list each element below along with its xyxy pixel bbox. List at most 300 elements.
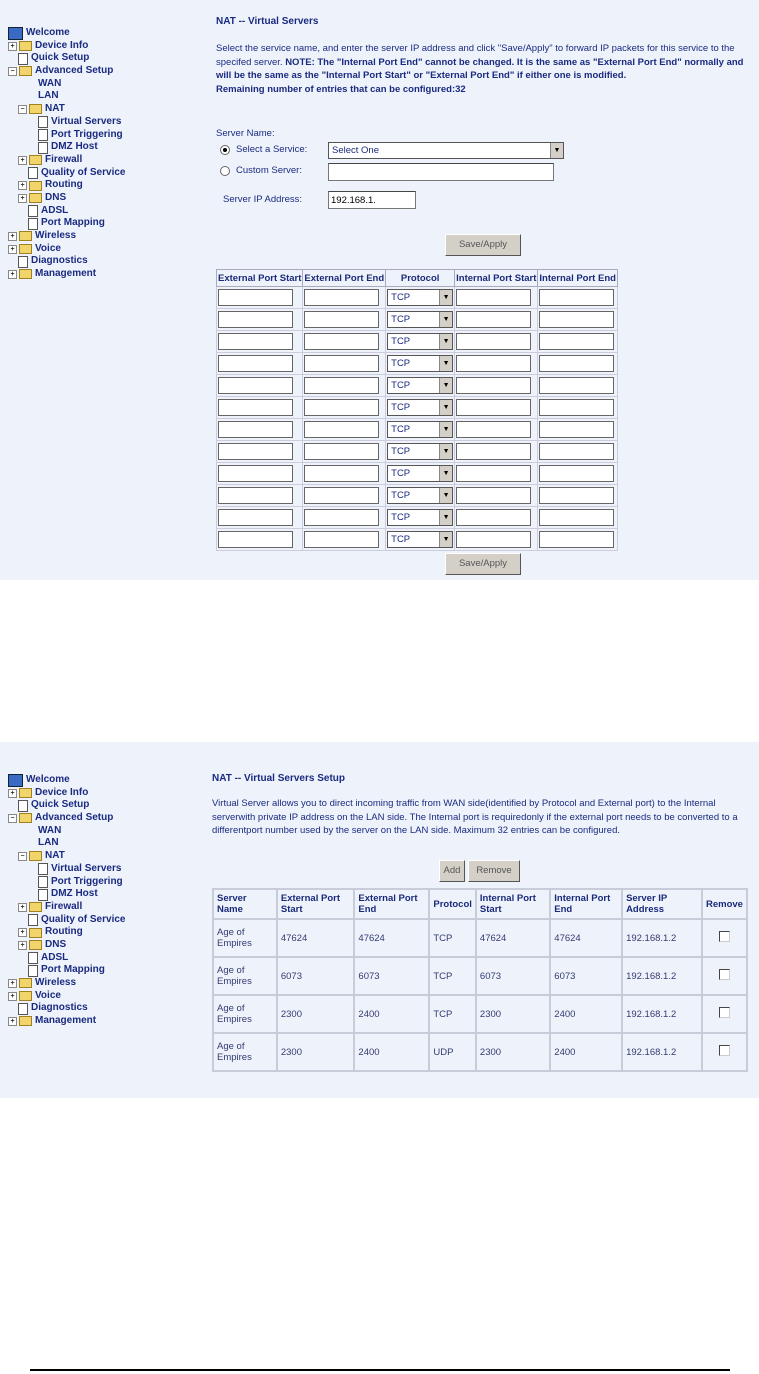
tree-item[interactable] [8,799,125,812]
port-input[interactable] [218,531,293,548]
table-cell: 2300 [476,1033,550,1071]
port-input[interactable] [218,333,293,350]
protocol-value: TCP [391,336,411,347]
port-input[interactable] [218,421,293,438]
tree-item[interactable] [8,863,125,876]
tree-item[interactable] [8,116,125,129]
port-input[interactable] [304,355,379,372]
folder-icon [19,231,32,241]
port-input[interactable] [456,399,531,416]
table-cell: 6073 [277,957,355,995]
table-row [217,507,618,529]
port-input[interactable] [218,377,293,394]
document-icon [38,876,48,888]
page-title: NAT -- Virtual Servers [216,16,319,27]
protocol-select[interactable] [387,531,453,548]
tree-item-label: LAN [38,837,59,849]
tree-item-label: LAN [38,90,59,102]
table-cell: 47624 [354,919,429,957]
tree-item[interactable] [8,141,125,154]
tree-item[interactable] [8,812,125,825]
table-cell: 47624 [476,919,550,957]
chevron-down-icon: ▼ [439,334,452,349]
table-cell: 192.168.1.2 [622,995,702,1033]
table-cell: 2400 [550,995,622,1033]
tree-item[interactable] [8,825,125,838]
tree-item-label: Firewall [45,153,83,165]
port-input[interactable] [539,355,614,372]
document-icon [38,116,48,128]
chevron-down-icon: ▼ [439,466,452,481]
tree-item-label: Wireless [35,977,77,988]
tree-item-label: Advanced Setup [35,812,114,824]
tree-item[interactable] [8,914,125,927]
tree-item-label: Quality of Service [41,166,126,178]
port-input[interactable] [304,509,379,526]
folder-icon [29,902,42,912]
service-select[interactable] [328,142,564,159]
table-cell: 2300 [277,995,355,1033]
column-header: Internal Port Start [455,270,538,287]
table-cell: 2400 [354,1033,429,1071]
column-header: External Port End [354,889,429,919]
table-cell: 47624 [550,919,622,957]
port-input[interactable] [218,509,293,526]
tree-item-label: Management [35,268,97,280]
tree-item-label: DMZ Host [51,141,98,153]
tree-item[interactable] [8,926,125,939]
tree-item[interactable] [8,952,125,965]
tree-item[interactable] [8,167,125,180]
document-icon [28,167,38,179]
port-input[interactable] [304,289,379,306]
port-input[interactable] [218,311,293,328]
server-name-label: Server Name: [216,128,275,139]
folder-icon [19,244,32,254]
port-input[interactable] [456,333,531,350]
tree-item[interactable] [8,52,125,65]
tree-item-label: NAT [45,103,65,115]
chevron-down-icon: ▼ [439,510,452,525]
chevron-down-icon: ▼ [439,356,452,371]
folder-open-icon [19,813,32,823]
tree-item[interactable] [8,90,125,103]
tree-item-label: DNS [45,938,67,950]
tree-item-label: Virtual Servers [51,115,122,127]
protocol-value: TCP [391,468,411,479]
tree-item-label: DNS [45,191,67,203]
protocol-value: TCP [391,380,411,391]
chevron-down-icon: ▼ [439,378,452,393]
port-input[interactable] [456,443,531,460]
document-icon [18,53,28,65]
column-header: Server Name [213,889,277,919]
port-input[interactable] [539,311,614,328]
custom-server-label: Custom Server: [236,165,302,176]
expand-icon[interactable]: + [8,1017,17,1026]
save-apply-button[interactable]: Save/Apply [445,234,521,256]
tree-item-label: Voice [35,242,61,254]
tree-item[interactable] [8,977,125,990]
protocol-value: TCP [391,358,411,369]
port-input[interactable] [539,465,614,482]
tree-item-label: Management [35,1015,97,1027]
port-input[interactable] [456,509,531,526]
protocol-select[interactable] [387,399,453,416]
folder-icon [19,788,32,798]
protocol-value: TCP [391,402,411,413]
tree-item[interactable] [8,876,125,889]
expand-icon[interactable]: + [8,245,17,254]
protocol-value: TCP [391,424,411,435]
tree-item[interactable] [8,888,125,901]
tree-item-label: Welcome [26,27,70,38]
expand-icon[interactable]: + [8,789,17,798]
document-icon [28,965,38,977]
port-input[interactable] [304,311,379,328]
tree-item-label: Quick Setup [31,799,90,811]
tree-item-label: Routing [45,926,83,938]
nav-tree [8,27,125,281]
port-input[interactable] [218,399,293,416]
nav-tree [8,774,125,1028]
tree-item[interactable] [8,243,125,256]
port-input[interactable] [304,399,379,416]
tree-item[interactable] [8,103,125,116]
folder-icon [29,193,42,203]
table-cell: 47624 [277,919,355,957]
tree-item[interactable] [8,1015,125,1028]
tree-item-label: Advanced Setup [35,65,114,77]
folder-icon [19,1016,32,1026]
tree-item-label: Quality of Service [41,913,126,925]
document-icon [28,914,38,926]
table-row [217,397,618,419]
page-rule [30,1369,730,1371]
protocol-select[interactable] [387,355,453,372]
folder-icon [29,928,42,938]
document-icon [18,1003,28,1015]
port-input[interactable] [456,289,531,306]
tree-item[interactable] [8,27,125,40]
custom-server-input[interactable] [328,163,554,181]
port-forward-table [216,269,618,551]
tree-item[interactable] [8,230,125,243]
tree-item[interactable] [8,901,125,914]
document-icon [38,889,48,901]
column-header: External Port End [303,270,386,287]
tree-item[interactable] [8,192,125,205]
folder-icon [19,269,32,279]
port-input[interactable] [456,531,531,548]
page-title: NAT -- Virtual Servers Setup [212,773,345,784]
remaining-entries: Remaining number of entries that can be configured:32 [216,83,466,95]
computer-icon [8,774,23,787]
tree-item[interactable] [8,217,125,230]
tree-item-label: Wireless [35,230,77,241]
column-header: External Port Start [217,270,303,287]
virtual-servers-setup-screen [0,742,759,1098]
table-row [217,331,618,353]
table-row [213,919,747,957]
expand-icon[interactable]: + [8,232,17,241]
expand-icon[interactable]: + [18,156,27,165]
tree-item-label: WAN [38,824,62,836]
protocol-select[interactable] [387,465,453,482]
folder-icon [19,978,32,988]
tree-item-label: Voice [35,989,61,1001]
folder-open-icon [29,104,42,114]
column-header: Internal Port End [538,270,618,287]
port-input[interactable] [539,509,614,526]
tree-item[interactable] [8,268,125,281]
tree-item[interactable] [8,205,125,218]
protocol-value: TCP [391,512,411,523]
table-cell: Age of Empires [213,1033,277,1071]
tree-item[interactable] [8,129,125,142]
description: Select the service name, and enter the server IP address and click "Save/Apply" to forward IP packets for this service to the specifed server. NOTE: The "Internal Port End" cannot be changed. It is the same as "External Port End" normally and will be the same as the "Internal Port Start" or "External Port End" if either one is modified. Remaining number of entries that can be configured:32 [216,43,744,95]
expand-icon[interactable]: + [8,42,17,51]
table-row [217,287,618,309]
protocol-value: TCP [391,490,411,501]
protocol-select[interactable] [387,311,453,328]
tree-item[interactable] [8,1002,125,1015]
table-cell: TCP [429,995,476,1033]
table-row [213,957,747,995]
tree-item-label: NAT [45,850,65,862]
table-row [213,995,747,1033]
remove-checkbox[interactable] [719,969,730,980]
tree-item[interactable] [8,65,125,78]
expand-icon[interactable]: + [18,941,27,950]
document-icon [18,800,28,812]
table-cell: 192.168.1.2 [622,1033,702,1071]
document-icon [18,256,28,268]
document-icon [38,142,48,154]
add-button[interactable]: Add [439,860,465,882]
protocol-value: TCP [391,292,411,303]
document-icon [38,863,48,875]
tree-item[interactable] [8,837,125,850]
tree-item-label: Firewall [45,900,83,912]
protocol-select[interactable] [387,509,453,526]
tree-item[interactable] [8,939,125,952]
tree-item-label: Port Triggering [51,128,123,140]
table-cell: 192.168.1.2 [622,957,702,995]
collapse-icon[interactable]: − [8,67,17,76]
port-input[interactable] [304,333,379,350]
column-header: Protocol [429,889,476,919]
document-icon [28,205,38,217]
table-cell: TCP [429,957,476,995]
protocol-select[interactable] [387,443,453,460]
folder-icon [29,181,42,191]
description: Virtual Server allows you to direct incoming traffic from WAN side(identified by Protocol and External port) to the Internal serverwith private IP address on the LAN side. The Internal port is requiredonly if the external port needs to be converted to a differentport number used by the server on the LAN side. Maximum 32 entries can be configured. [212,798,738,836]
chevron-down-icon: ▼ [439,532,452,547]
chevron-down-icon: ▼ [439,488,452,503]
column-header: Internal Port End [550,889,622,919]
port-input[interactable] [539,443,614,460]
tree-item[interactable] [8,154,125,167]
remove-checkbox[interactable] [719,1045,730,1056]
expand-icon[interactable]: + [18,903,27,912]
port-input[interactable] [304,465,379,482]
document-icon [28,218,38,230]
tree-item-label: Quick Setup [31,52,90,64]
expand-icon[interactable]: + [8,979,17,988]
table-cell: 192.168.1.2 [622,919,702,957]
document-icon [38,129,48,141]
chevron-down-icon: ▼ [439,290,452,305]
folder-icon [29,155,42,165]
chevron-down-icon: ▼ [439,312,452,327]
protocol-select[interactable] [387,421,453,438]
custom-server-radio[interactable] [220,166,230,176]
remove-button[interactable]: Remove [468,860,520,882]
protocol-value: TCP [391,534,411,545]
table-row [217,485,618,507]
port-input[interactable] [218,465,293,482]
remove-checkbox[interactable] [719,931,730,942]
tree-item-label: Port Mapping [41,964,105,976]
tree-item-label: Welcome [26,774,70,785]
port-input[interactable] [304,421,379,438]
table-row [217,353,618,375]
document-icon [28,952,38,964]
table-cell: Age of Empires [213,995,277,1033]
tree-item[interactable] [8,787,125,800]
port-input[interactable] [304,443,379,460]
table-row [213,1033,747,1071]
folder-icon [29,940,42,950]
column-header: External Port Start [277,889,355,919]
table-cell: 2400 [354,995,429,1033]
column-header: Internal Port Start [476,889,550,919]
column-header: Remove [702,889,747,919]
protocol-value: TCP [391,314,411,325]
expand-icon[interactable]: + [18,928,27,937]
port-input[interactable] [456,355,531,372]
tree-item[interactable] [8,850,125,863]
expand-icon[interactable]: + [8,270,17,279]
tree-item-label: ADSL [41,951,69,963]
expand-icon[interactable]: + [18,181,27,190]
chevron-down-icon: ▼ [550,143,563,158]
column-header: Server IP Address [622,889,702,919]
port-input[interactable] [539,421,614,438]
virtual-servers-screen [0,0,759,580]
port-input[interactable] [456,487,531,504]
table-row [217,529,618,551]
port-input[interactable] [218,355,293,372]
server-ip-label: Server IP Address: [223,194,303,205]
collapse-icon[interactable]: − [18,852,27,861]
table-cell: 2300 [277,1033,355,1071]
protocol-select[interactable] [387,377,453,394]
table-row [217,419,618,441]
table-cell: 6073 [354,957,429,995]
server-ip-input[interactable] [328,191,416,209]
port-input[interactable] [304,531,379,548]
port-input[interactable] [456,465,531,482]
chevron-down-icon: ▼ [439,422,452,437]
port-input[interactable] [456,311,531,328]
tree-item[interactable] [8,179,125,192]
tree-item-label: ADSL [41,204,69,216]
save-apply-button-bottom[interactable]: Save/Apply [445,553,521,575]
port-input[interactable] [218,487,293,504]
port-input[interactable] [539,531,614,548]
table-cell: 2300 [476,995,550,1033]
collapse-icon[interactable]: − [18,105,27,114]
tree-item-label: Diagnostics [31,255,88,267]
table-cell: Age of Empires [213,957,277,995]
protocol-value: TCP [391,446,411,457]
tree-item-label: Port Triggering [51,875,123,887]
chevron-down-icon: ▼ [439,400,452,415]
expand-icon[interactable]: + [18,194,27,203]
port-input[interactable] [539,487,614,504]
tree-item-label: Device Info [35,786,89,798]
table-cell: 6073 [550,957,622,995]
protocol-select[interactable] [387,333,453,350]
collapse-icon[interactable]: − [8,814,17,823]
table-cell: 2400 [550,1033,622,1071]
port-input[interactable] [456,421,531,438]
tree-item-label: Port Mapping [41,217,105,229]
tree-item[interactable] [8,964,125,977]
tree-item-label: WAN [38,77,62,89]
tree-item[interactable] [8,774,125,787]
port-input[interactable] [539,333,614,350]
remove-checkbox[interactable] [719,1007,730,1018]
port-input[interactable] [218,289,293,306]
table-row [217,309,618,331]
tree-item[interactable] [8,255,125,268]
port-input[interactable] [539,289,614,306]
folder-open-icon [29,851,42,861]
tree-item-label: Diagnostics [31,1002,88,1014]
port-input[interactable] [304,377,379,394]
table-row [217,375,618,397]
port-input[interactable] [218,443,293,460]
virtual-servers-table [212,888,748,1072]
expand-icon[interactable]: + [8,992,17,1001]
select-service-label: Select a Service: [236,144,308,155]
tree-item-label: Routing [45,179,83,191]
table-row [217,441,618,463]
port-input[interactable] [539,377,614,394]
table-row [217,463,618,485]
computer-icon [8,27,23,40]
protocol-select[interactable] [387,289,453,306]
tree-item[interactable] [8,990,125,1003]
port-input[interactable] [539,399,614,416]
tree-item[interactable] [8,40,125,53]
table-cell: 6073 [476,957,550,995]
table-cell: UDP [429,1033,476,1071]
port-input[interactable] [456,377,531,394]
folder-icon [19,41,32,51]
protocol-select[interactable] [387,487,453,504]
tree-item-label: Virtual Servers [51,862,122,874]
select-service-radio[interactable] [220,145,230,155]
table-cell: TCP [429,919,476,957]
tree-item[interactable] [8,78,125,91]
column-header: Protocol [386,270,455,287]
tree-item-label: DMZ Host [51,888,98,900]
port-input[interactable] [304,487,379,504]
